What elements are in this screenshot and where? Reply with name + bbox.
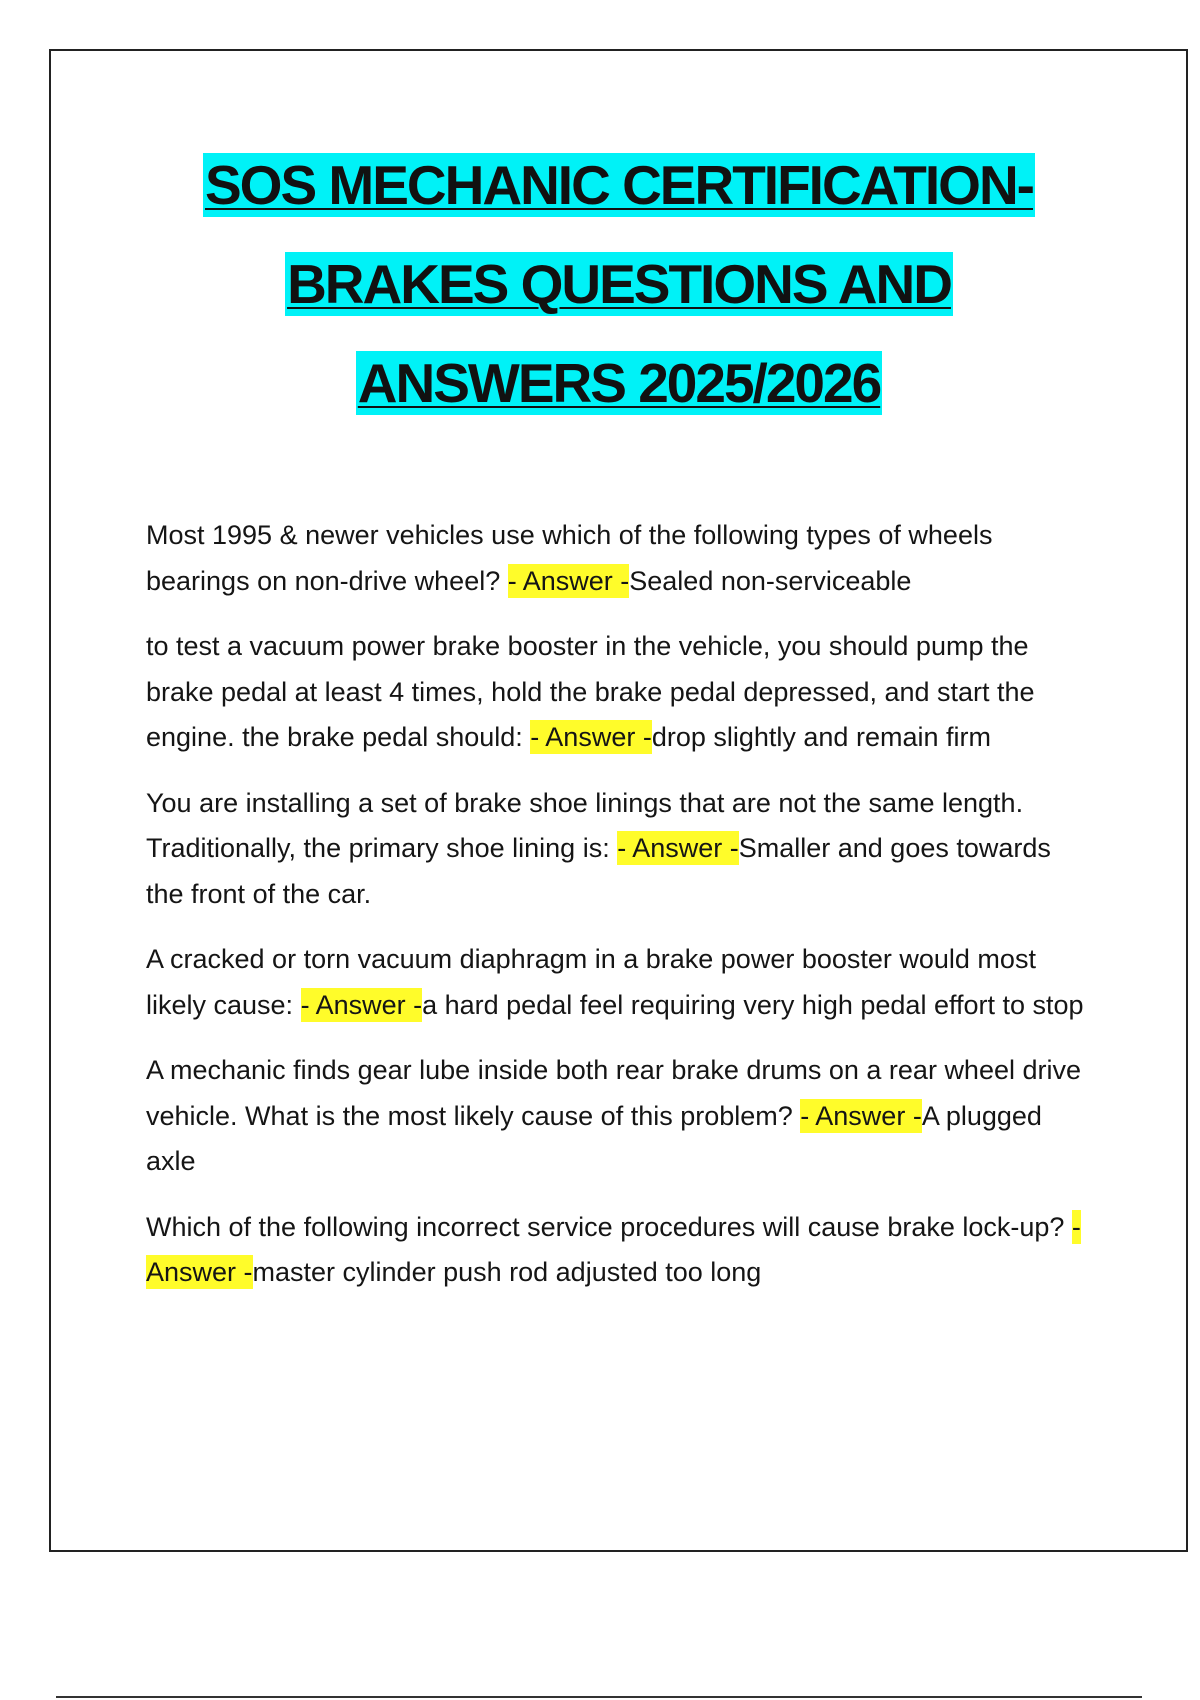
answer-marker: - Answer -	[530, 722, 652, 752]
question-text: You are installing a set of brake shoe linings that are not the same length. Traditionally, the primary shoe lining is:	[146, 787, 1024, 863]
title-line-3: ANSWERS 2025/2026	[357, 351, 881, 414]
qa-item	[146, 781, 1091, 918]
qa-item	[146, 937, 1091, 1028]
question-text: A mechanic finds gear lube inside both rear brake drums on a rear wheel drive vehicle. What is the most likely cause of this problem?	[146, 1055, 1082, 1131]
answer-text: Sealed non-serviceable	[629, 565, 912, 596]
title-line-1: SOS MECHANIC CERTIFICATION-	[204, 153, 1033, 216]
question-text: Most 1995 & newer vehicles use which of the following types of wheels bearings on non-drive wheel?	[146, 520, 993, 596]
qa-list	[146, 513, 1091, 1316]
question-text: to test a vacuum power brake booster in the vehicle, you should pump the brake pedal at least 4 times, hold the brake pedal depressed, and start the engine. the brake pedal should:	[146, 631, 1035, 752]
title-row	[60, 333, 1178, 432]
qa-item	[146, 624, 1091, 761]
answer-marker: - Answer -	[617, 833, 739, 863]
answer-text: a hard pedal feel requiring very high pedal effort to stop	[422, 989, 1084, 1020]
document-title	[60, 135, 1178, 432]
answer-marker: - Answer -	[146, 1211, 1081, 1287]
answer-text: master cylinder push rod adjusted too long	[252, 1257, 762, 1287]
answer-marker: - Answer -	[800, 1100, 922, 1131]
qa-item	[146, 1205, 1091, 1296]
bottom-rule	[56, 1696, 1142, 1698]
question-text: A cracked or torn vacuum diaphragm in a brake power booster would most likely cause:	[146, 944, 1036, 1020]
qa-item	[146, 513, 1091, 604]
title-line-2: BRAKES QUESTIONS AND	[287, 252, 951, 315]
question-text: Which of the following incorrect service procedures will cause brake lock-up?	[146, 1211, 1072, 1242]
answer-marker: - Answer -	[300, 989, 423, 1020]
answer-marker: - Answer -	[507, 565, 630, 596]
answer-text: Smaller and goes towards the front of the car.	[146, 833, 1051, 909]
title-row	[60, 234, 1178, 333]
title-row	[60, 135, 1178, 234]
answer-text: A plugged axle	[146, 1100, 1042, 1176]
answer-text: drop slightly and remain firm	[651, 722, 991, 752]
qa-item	[146, 1048, 1091, 1185]
